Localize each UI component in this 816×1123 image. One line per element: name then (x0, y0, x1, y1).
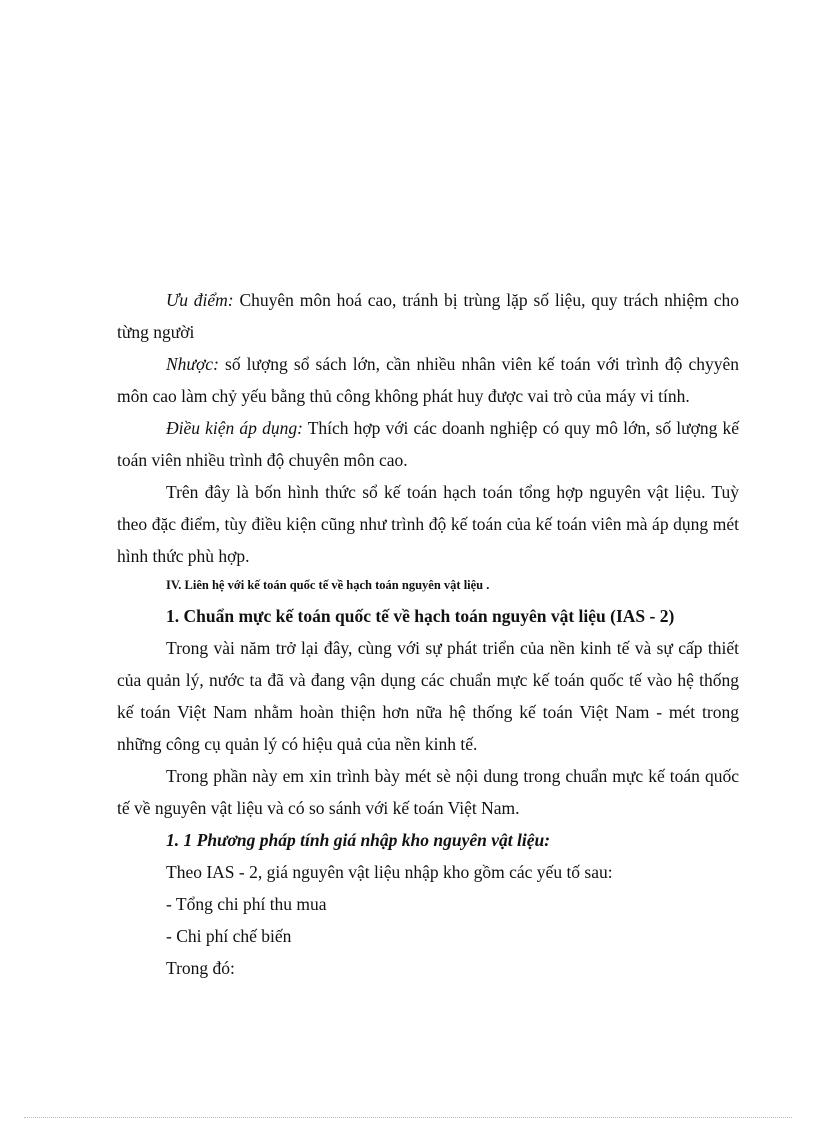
paragraph-dieu-kien (117, 412, 739, 476)
paragraph-nhuoc (117, 348, 739, 412)
list-item-tong-chi-phi: - Tổng chi phí thu mua (166, 894, 327, 914)
paragraph-uu-diem (117, 284, 739, 348)
footer-divider (24, 1117, 792, 1118)
heading-1: 1. Chuẩn mực kế toán quốc tế về hạch toán nguyên vật liệu (IAS - 2) (166, 606, 675, 626)
uu-diem-label: Ưu điểm: (166, 290, 234, 310)
nhuoc-label: Nhược: (166, 354, 219, 374)
dieu-kien-text: Thích hợp với các doanh nghiệp có quy mô lớn, số lượng kế toán viên nhiều trình độ chuyên môn cao. (117, 418, 739, 470)
paragraph-trong-phan-nay: Trong phần này em xin trình bày mét sè nội dung trong chuẩn mực kế toán quốc tế về nguyên vật liệu và có so sánh với kế toán Việt Nam. (117, 766, 739, 818)
document-body (117, 284, 739, 984)
nhuoc-text: số lượng sổ sách lớn, cần nhiều nhân viên kế toán với trình độ chyyên môn cao làm chỷ yếu bằng thủ công không phát huy được vai trò của máy vi tính. (117, 354, 739, 406)
section-heading-iv: IV. Liên hệ với kế toán quốc tế về hạch toán nguyên vật liệu . (166, 578, 490, 592)
paragraph-theo-ias: Theo IAS - 2, giá nguyên vật liệu nhập kho gồm các yếu tố sau: (166, 862, 613, 882)
heading-1-1: 1. 1 Phương pháp tính giá nhập kho nguyên vật liệu: (166, 830, 551, 850)
list-item-chi-phi-che-bien: - Chi phí chế biến (166, 926, 292, 946)
uu-diem-text: Chuyên môn hoá cao, tránh bị trùng lặp số liệu, quy trách nhiệm cho từng người (117, 290, 739, 342)
paragraph-trong-do: Trong đó: (166, 958, 235, 978)
paragraph-trong-vai-nam: Trong vài năm trở lại đây, cùng với sự phát triển của nền kinh tế và sự cấp thiết của quản lý, nước ta đã và đang vận dụng các chuẩn mực kế toán quốc tế vào hệ thống kế toán Việt Nam nhằm hoàn thiện hơn nữa hệ thống kế toán Việt Nam - mét trong những công cụ quản lý có hiệu quả của nền kinh tế. (117, 638, 739, 754)
dieu-kien-label: Điều kiện áp dụng: (166, 418, 303, 438)
paragraph-tren-day: Trên đây là bốn hình thức sổ kế toán hạch toán tổng hợp nguyên vật liệu. Tuỳ theo đặc điểm, tùy điều kiện cũng như trình độ kế toán của kế toán viên mà áp dụng mét hình thức phù hợp. (117, 482, 739, 566)
